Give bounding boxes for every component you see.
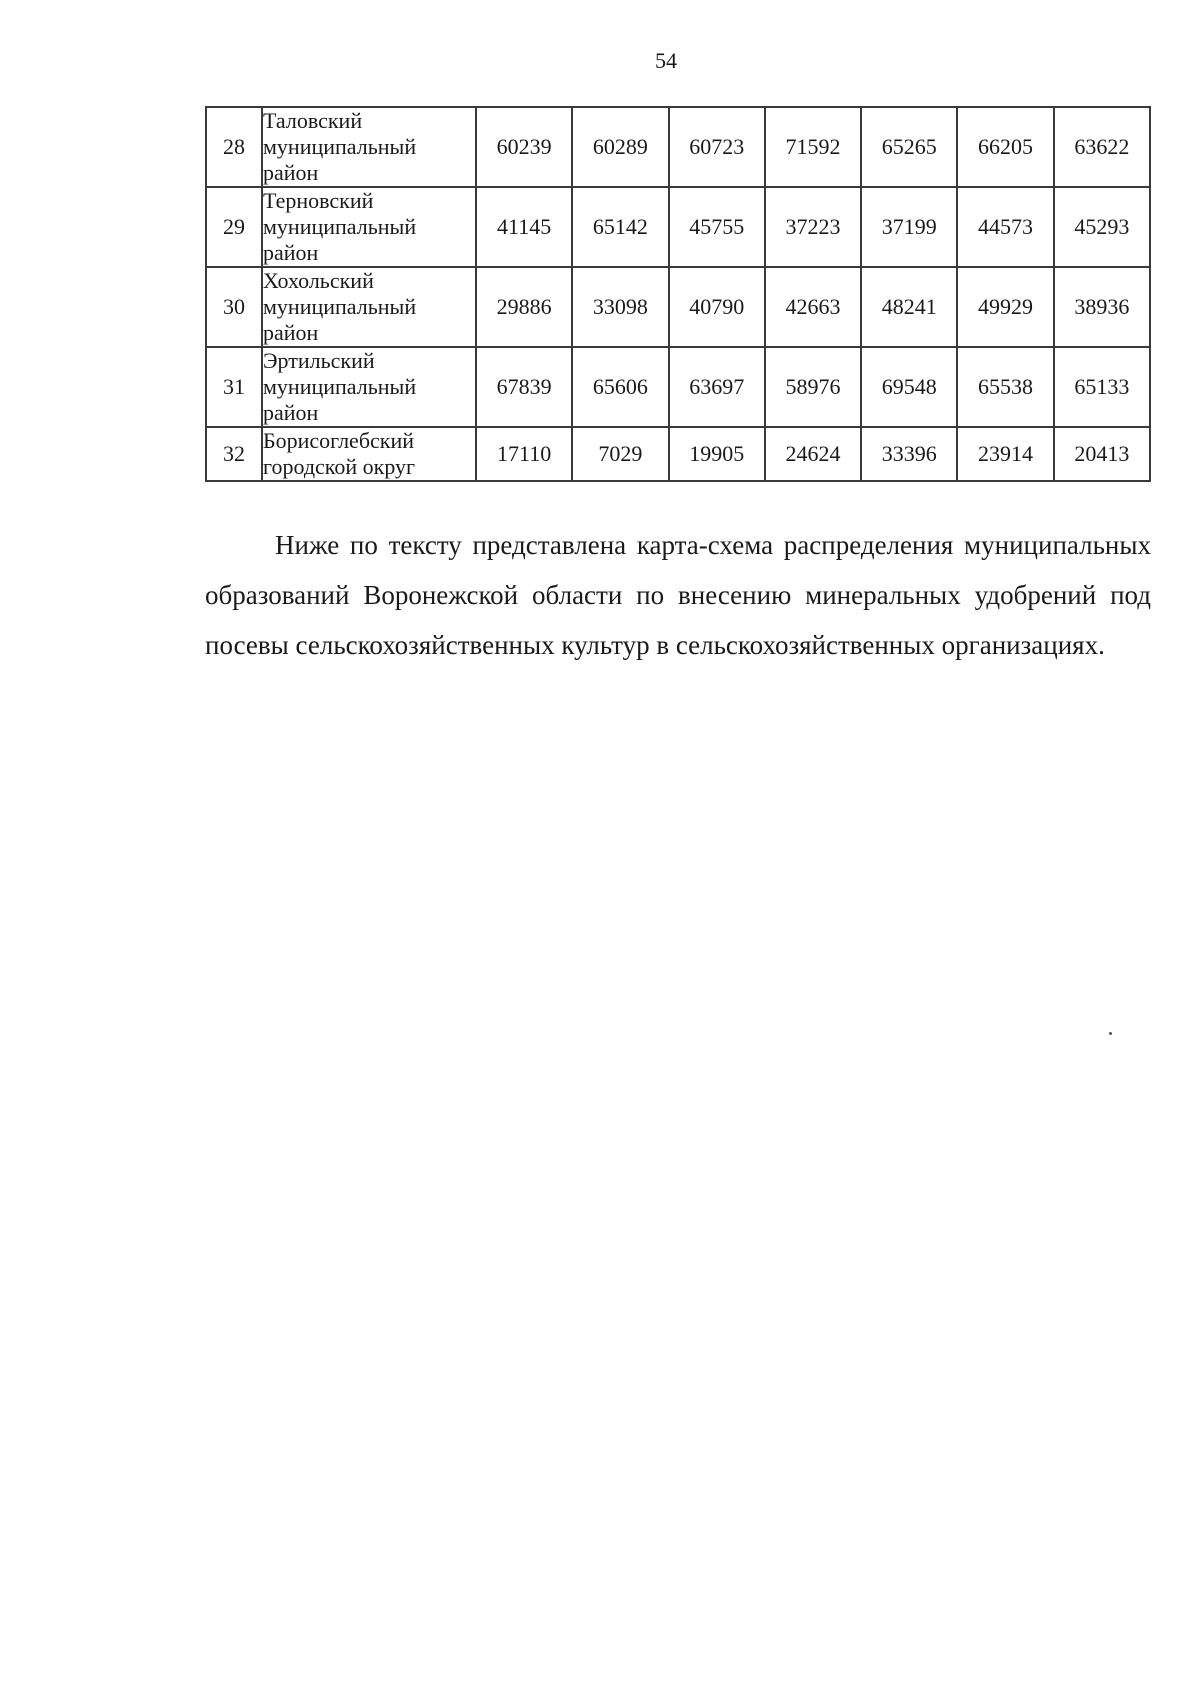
district-name-line: городской округ <box>263 454 416 479</box>
table-cell: 49929 <box>957 267 1053 347</box>
table-cell: 45755 <box>669 187 765 267</box>
district-name-line: Таловский <box>263 108 363 133</box>
table-cell: 60289 <box>572 107 668 187</box>
table-cell: 48241 <box>861 267 957 347</box>
district-name <box>262 267 476 347</box>
table-cell: 60239 <box>476 107 572 187</box>
table-row <box>206 107 1150 187</box>
table-cell: 66205 <box>957 107 1053 187</box>
table-cell: 33098 <box>572 267 668 347</box>
table-cell: 65606 <box>572 347 668 427</box>
district-name-line: муниципальный <box>263 374 417 399</box>
table-cell: 63697 <box>669 347 765 427</box>
table-cell: 58976 <box>765 347 861 427</box>
row-number: 32 <box>206 427 262 481</box>
district-name <box>262 107 476 187</box>
table-cell: 42663 <box>765 267 861 347</box>
table-cell: 19905 <box>669 427 765 481</box>
district-name-line: Эртильский <box>263 348 375 373</box>
table-cell: 29886 <box>476 267 572 347</box>
table-cell: 63622 <box>1054 107 1150 187</box>
table-cell: 41145 <box>476 187 572 267</box>
table-cell: 65265 <box>861 107 957 187</box>
row-number: 30 <box>206 267 262 347</box>
district-name-line: Терновский <box>263 188 374 213</box>
table-row <box>206 187 1150 267</box>
table-row <box>206 347 1150 427</box>
district-name-line: муниципальный <box>263 134 417 159</box>
district-name <box>262 187 476 267</box>
row-number: 28 <box>206 107 262 187</box>
table-cell: 44573 <box>957 187 1053 267</box>
table-cell: 60723 <box>669 107 765 187</box>
table-cell: 23914 <box>957 427 1053 481</box>
table-cell: 33396 <box>861 427 957 481</box>
district-name <box>262 427 476 481</box>
table-cell: 65538 <box>957 347 1053 427</box>
district-name-line: муниципальный <box>263 214 417 239</box>
district-name <box>262 347 476 427</box>
district-name-line: район <box>263 160 319 185</box>
table-row <box>206 267 1150 347</box>
table-cell: 71592 <box>765 107 861 187</box>
table-cell: 40790 <box>669 267 765 347</box>
district-name-line: Борисоглебский <box>263 428 415 453</box>
table-cell: 24624 <box>765 427 861 481</box>
district-name-line: район <box>263 400 319 425</box>
table-cell: 67839 <box>476 347 572 427</box>
district-name-line: район <box>263 320 319 345</box>
district-name-line: муниципальный <box>263 294 417 319</box>
table-cell: 65142 <box>572 187 668 267</box>
data-table <box>205 106 1151 482</box>
table-cell: 37223 <box>765 187 861 267</box>
district-name-line: район <box>263 240 319 265</box>
body-paragraph: Ниже по тексту представлена карта-схема распределения муниципальных образований Воронежской области по внесению минеральных удобрений под посевы сельскохозяйственных культур в сельскохозяйственных организациях. <box>205 530 1151 660</box>
table-cell: 45293 <box>1054 187 1150 267</box>
row-number: 29 <box>206 187 262 267</box>
table-cell: 17110 <box>476 427 572 481</box>
scan-speck <box>1109 1032 1112 1035</box>
table-cell: 65133 <box>1054 347 1150 427</box>
table-row <box>206 427 1150 481</box>
table-cell: 20413 <box>1054 427 1150 481</box>
district-name-line: Хохольский <box>263 268 374 293</box>
row-number: 31 <box>206 347 262 427</box>
table-cell: 69548 <box>861 347 957 427</box>
page-number: 54 <box>655 48 677 73</box>
table-cell: 7029 <box>572 427 668 481</box>
table-cell: 37199 <box>861 187 957 267</box>
table-cell: 38936 <box>1054 267 1150 347</box>
